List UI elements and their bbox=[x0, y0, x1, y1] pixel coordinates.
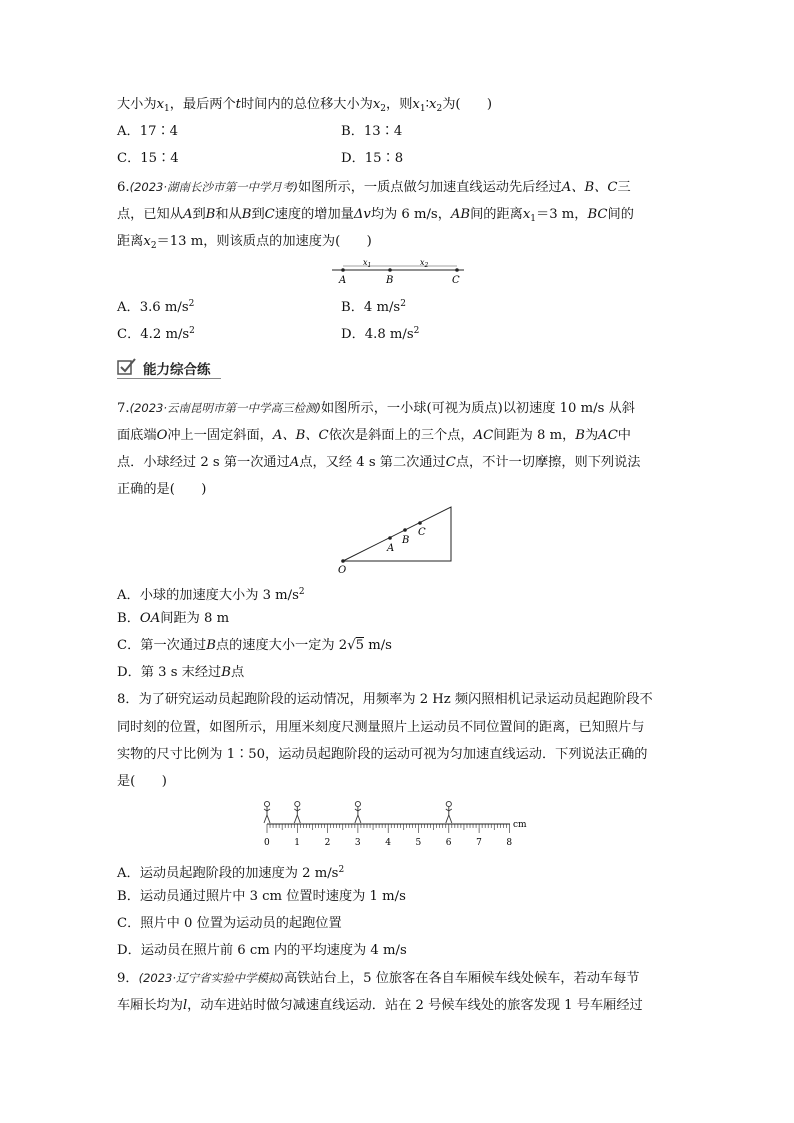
subscript: 2 bbox=[380, 104, 387, 114]
text: x bbox=[522, 207, 531, 222]
text: 距离 bbox=[117, 234, 144, 249]
question-number: 6. bbox=[117, 180, 130, 195]
label-a: A bbox=[387, 543, 395, 554]
runner-icon bbox=[446, 801, 452, 823]
label-c: C bbox=[452, 275, 460, 286]
text: 冲上一固定斜面， bbox=[167, 428, 273, 443]
text: 依次是斜面上的三个点， bbox=[328, 428, 474, 443]
text: ，动车进站时做匀减速直线运动．站在 2 号候车线处的旅客发现 1 号车厢经过 bbox=[187, 998, 643, 1013]
q6-line-2 bbox=[117, 205, 634, 229]
subscript: 2 bbox=[150, 241, 157, 251]
ruler-unit: cm bbox=[513, 820, 527, 830]
text: 间距为 8 m， bbox=[493, 428, 576, 443]
text: C．第一次通过 bbox=[117, 638, 207, 653]
text: 点的速度大小一定为 2 bbox=[215, 638, 348, 653]
text: ∶ bbox=[425, 97, 430, 112]
sqrt-sign: √ bbox=[347, 638, 356, 653]
q5-stem-line bbox=[117, 95, 492, 119]
point-b bbox=[388, 268, 392, 272]
q8-option-a bbox=[117, 860, 344, 884]
text: x bbox=[143, 234, 151, 249]
text: B bbox=[206, 638, 216, 653]
point-c bbox=[418, 521, 422, 525]
label-c: C bbox=[418, 527, 426, 538]
text: m/s bbox=[364, 638, 392, 653]
text: 到 bbox=[251, 207, 265, 222]
text: AC bbox=[598, 428, 618, 443]
text: AB bbox=[450, 207, 471, 222]
q7-option-c bbox=[117, 636, 392, 656]
text: A、B、C bbox=[561, 180, 618, 195]
text: B．4 m/s bbox=[341, 300, 401, 315]
text: 为 bbox=[584, 428, 599, 443]
text: B bbox=[241, 207, 252, 222]
subscript: 1 bbox=[419, 104, 426, 114]
text: 间距为 8 m bbox=[160, 611, 230, 626]
text: OA bbox=[139, 611, 161, 626]
text: B bbox=[575, 428, 585, 443]
text: 均为 6 m/s， bbox=[370, 207, 451, 222]
x1-label: $x_1$ bbox=[363, 258, 372, 269]
text: 时间内的总位移大小为 bbox=[240, 97, 373, 112]
text: 点，已知从 bbox=[117, 207, 183, 222]
text: 间的距离 bbox=[470, 207, 523, 222]
text: C bbox=[445, 455, 456, 470]
q8-option-b: B．运动员通过照片中 3 cm 位置时速度为 1 m/s bbox=[117, 889, 406, 904]
runners bbox=[264, 801, 452, 823]
text: A．3.6 m/s bbox=[117, 300, 189, 315]
q8-line-4: 是( ) bbox=[117, 774, 167, 789]
ruler-ticks bbox=[264, 824, 512, 848]
q8-line-1: 8．为了研究运动员起跑阶段的运动情况，用频率为 2 Hz 频闪照相机记录运动员起跑阶段不 bbox=[117, 692, 653, 707]
var-x: x bbox=[372, 97, 381, 112]
text: B． bbox=[117, 611, 140, 626]
subscript: 1 bbox=[164, 104, 170, 114]
ruler-tick-label: 1 bbox=[294, 838, 301, 848]
point-o bbox=[341, 559, 345, 563]
q8-option-d: D．运动员在照片前 6 cm 内的平均速度为 4 m/s bbox=[117, 943, 407, 958]
text: 间的 bbox=[607, 207, 634, 222]
ruler-tick-label: 3 bbox=[354, 838, 361, 848]
q7-option-a bbox=[117, 582, 305, 606]
q8-ruler-figure bbox=[258, 800, 534, 850]
question-source: (2023·湖南长沙市第一中学月考) bbox=[129, 180, 298, 194]
label-o: O bbox=[338, 565, 347, 575]
var-t: t bbox=[235, 97, 241, 112]
question-number: 7. bbox=[117, 401, 130, 416]
point-b bbox=[403, 528, 407, 532]
q6-option-c bbox=[117, 321, 195, 345]
superscript: 2 bbox=[188, 299, 195, 309]
text: B bbox=[205, 207, 216, 222]
ruler-tick-label: 2 bbox=[324, 838, 331, 848]
section-header bbox=[117, 356, 222, 380]
text: 点．小球经过 2 s 第一次通过 bbox=[117, 455, 290, 470]
text: A、B、C bbox=[272, 428, 329, 443]
text: 点 bbox=[230, 665, 245, 680]
text: ＝13 m，则该质点的加速度为( ) bbox=[156, 234, 372, 249]
q6-line-figure bbox=[330, 258, 470, 288]
var-x: x bbox=[412, 97, 420, 112]
q6-line-1 bbox=[117, 177, 631, 198]
q9-line-2 bbox=[117, 996, 643, 1016]
incline-triangle bbox=[343, 507, 451, 561]
q7-line-2 bbox=[117, 426, 631, 446]
subscript: 2 bbox=[436, 104, 443, 114]
var-x: x bbox=[156, 97, 164, 112]
ruler-tick-label: 6 bbox=[445, 838, 452, 848]
superscript: 2 bbox=[298, 587, 305, 597]
q5-option-c: C．15∶4 bbox=[117, 151, 179, 166]
q7-line-4: 正确的是( ) bbox=[117, 482, 207, 497]
superscript: 2 bbox=[400, 299, 406, 309]
q8-option-c: C．照片中 0 位置为运动员的起跑位置 bbox=[117, 916, 342, 931]
ruler-tick-label: 8 bbox=[506, 838, 513, 848]
text: 大小为 bbox=[117, 97, 157, 112]
text: B bbox=[221, 665, 231, 680]
var-x: x bbox=[429, 97, 437, 112]
text: 速度的增加量 bbox=[274, 207, 354, 222]
text: A．小球的加速度大小为 3 m/s bbox=[117, 588, 299, 603]
ruler-tick-label: 0 bbox=[264, 838, 270, 848]
text: 点，不计一切摩擦，则下列说法 bbox=[455, 455, 641, 470]
section-underline bbox=[117, 378, 221, 379]
point-c bbox=[455, 268, 459, 272]
q6-option-b bbox=[341, 294, 406, 318]
text: 和从 bbox=[215, 207, 242, 222]
q6-option-d bbox=[341, 321, 419, 345]
text: A bbox=[182, 207, 193, 222]
text: AC bbox=[473, 428, 494, 443]
question-source: (2023·云南昆明市第一中学高三检测) bbox=[129, 401, 321, 415]
text: 中 bbox=[617, 428, 631, 443]
runner-icon bbox=[355, 801, 361, 823]
runner-icon bbox=[264, 801, 270, 823]
text: C bbox=[264, 207, 275, 222]
text: 到 bbox=[192, 207, 206, 222]
text: D．第 3 s 末经过 bbox=[117, 665, 222, 680]
text: 点，又经 4 s 第二次通过 bbox=[299, 455, 446, 470]
subscript: 1 bbox=[530, 214, 537, 224]
text: 如图所示，一质点做匀加速直线运动先后经过 bbox=[298, 180, 562, 195]
text: ，则 bbox=[386, 97, 413, 112]
section-title: 能力综合练 bbox=[143, 362, 211, 378]
question-number: 9． bbox=[117, 971, 139, 986]
q6-option-a bbox=[117, 294, 194, 318]
q7-line-1 bbox=[117, 398, 635, 419]
q7-option-d bbox=[117, 663, 244, 683]
q7-option-b bbox=[117, 609, 229, 629]
superscript: 2 bbox=[413, 326, 420, 336]
point-a bbox=[341, 268, 345, 272]
text: 为( ) bbox=[442, 97, 493, 112]
ruler-tick-label: 7 bbox=[476, 838, 482, 848]
q5-option-d: D．15∶8 bbox=[341, 151, 404, 166]
label-b: B bbox=[386, 275, 394, 286]
q5-option-a: A．17∶4 bbox=[117, 124, 179, 139]
question-source: (2023·辽宁省实验中学模拟) bbox=[138, 971, 284, 985]
q8-line-2: 同时刻的位置，如图所示，用厘米刻度尺测量照片上运动员不同位置间的距离，已知照片与 bbox=[117, 720, 645, 735]
text: Δv bbox=[353, 207, 371, 222]
sqrt-radicand: 5 bbox=[355, 638, 364, 653]
text: ＝3 m， bbox=[536, 207, 588, 222]
x2-label: $x_2$ bbox=[420, 258, 429, 269]
text: A bbox=[289, 455, 300, 470]
q9-line-1 bbox=[117, 968, 639, 989]
text: 高铁站台上，5 位旅客在各自车厢候车线处候车，若动车每节 bbox=[283, 971, 640, 986]
text: l bbox=[182, 998, 188, 1013]
runner-icon bbox=[294, 801, 300, 823]
label-a: A bbox=[339, 275, 347, 286]
superscript: 2 bbox=[189, 326, 195, 336]
text: ，最后两个 bbox=[169, 97, 236, 112]
checkbox-icon bbox=[117, 358, 137, 376]
text: 如图所示，一小球(可视为质点)以初速度 10 m/s 从斜 bbox=[321, 401, 635, 416]
text: D．4.8 m/s bbox=[341, 327, 414, 342]
text: 面底端 bbox=[117, 428, 157, 443]
text: A．运动员起跑阶段的加速度为 2 m/s bbox=[117, 866, 339, 881]
text: 三 bbox=[617, 180, 631, 195]
q8-line-3: 实物的尺寸比例为 1∶50，运动员起跑阶段的运动可视为匀加速直线运动．下列说法正确的 bbox=[117, 747, 648, 762]
text: BC bbox=[587, 207, 608, 222]
point-a bbox=[388, 536, 392, 540]
q7-line-3 bbox=[117, 453, 640, 473]
q7-incline-figure bbox=[334, 503, 464, 575]
text: C．4.2 m/s bbox=[117, 327, 190, 342]
label-b: B bbox=[402, 535, 410, 546]
text: 车厢长均为 bbox=[117, 998, 183, 1013]
q6-line-3 bbox=[117, 232, 372, 256]
q5-option-b: B．13∶4 bbox=[341, 124, 403, 139]
ruler-tick-label: 5 bbox=[415, 838, 422, 848]
ruler-tick-label: 4 bbox=[385, 838, 391, 848]
text: O bbox=[156, 428, 168, 443]
superscript: 2 bbox=[338, 865, 345, 875]
